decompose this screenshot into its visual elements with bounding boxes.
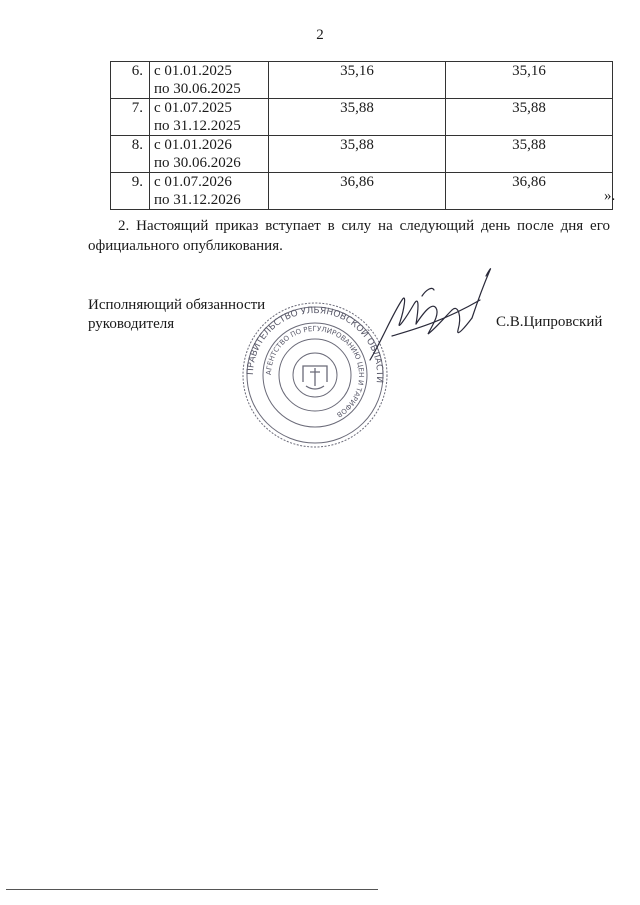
signer-title-line2: руководителя bbox=[88, 316, 175, 332]
paragraph-effective-date: 2. Настоящий приказ вступает в силу на следующий день после дня его официального опубликования. bbox=[88, 218, 610, 254]
row-value-2: 35,88 bbox=[446, 99, 613, 136]
table-row bbox=[111, 136, 613, 173]
page-number: 2 bbox=[316, 27, 324, 43]
signature-icon bbox=[362, 260, 502, 370]
row-period bbox=[150, 62, 269, 99]
period-from: с 01.01.2025 bbox=[154, 63, 232, 79]
row-number: 8. bbox=[111, 136, 150, 173]
row-value-1: 35,16 bbox=[269, 62, 446, 99]
period-to: по 31.12.2026 bbox=[154, 192, 241, 208]
period-from: с 01.01.2026 bbox=[154, 137, 232, 153]
row-period bbox=[150, 99, 269, 136]
row-value-1: 35,88 bbox=[269, 99, 446, 136]
tariff-table bbox=[110, 61, 616, 210]
signer-title-line1: Исполняющий обязанности bbox=[88, 297, 266, 313]
row-value-2: 35,88 bbox=[446, 136, 613, 173]
row-value-1: 35,88 bbox=[269, 136, 446, 173]
row-value-1: 36,86 bbox=[269, 173, 446, 210]
signer-title bbox=[88, 296, 265, 334]
period-to: по 30.06.2025 bbox=[154, 81, 241, 97]
period-from: с 01.07.2025 bbox=[154, 100, 232, 116]
tariff-table-body bbox=[111, 62, 616, 210]
period-to: по 31.12.2025 bbox=[154, 118, 241, 134]
period-from: с 01.07.2026 bbox=[154, 174, 232, 190]
row-number: 6. bbox=[111, 62, 150, 99]
seal-outer-text: ПРАВИТЕЛЬСТВО УЛЬЯНОВСКОЙ ОБЛАСТИ bbox=[245, 305, 385, 384]
table-row bbox=[111, 62, 613, 99]
signer-name: С.В.Ципровский bbox=[496, 314, 603, 330]
period-to: по 30.06.2026 bbox=[154, 155, 241, 171]
footer-divider bbox=[6, 889, 378, 890]
row-value-2: 36,86 bbox=[446, 173, 613, 210]
row-number: 7. bbox=[111, 99, 150, 136]
row-period bbox=[150, 136, 269, 173]
row-value-2: 35,16 bbox=[446, 62, 613, 99]
closing-quote: ». bbox=[604, 188, 616, 204]
table-row bbox=[111, 99, 613, 136]
seal-inner-text: АГЕНТСТВО ПО РЕГУЛИРОВАНИЮ ЦЕН И ТАРИФОВ bbox=[264, 324, 366, 419]
row-number: 9. bbox=[111, 173, 150, 210]
row-period bbox=[150, 173, 269, 210]
table-row bbox=[111, 173, 613, 210]
